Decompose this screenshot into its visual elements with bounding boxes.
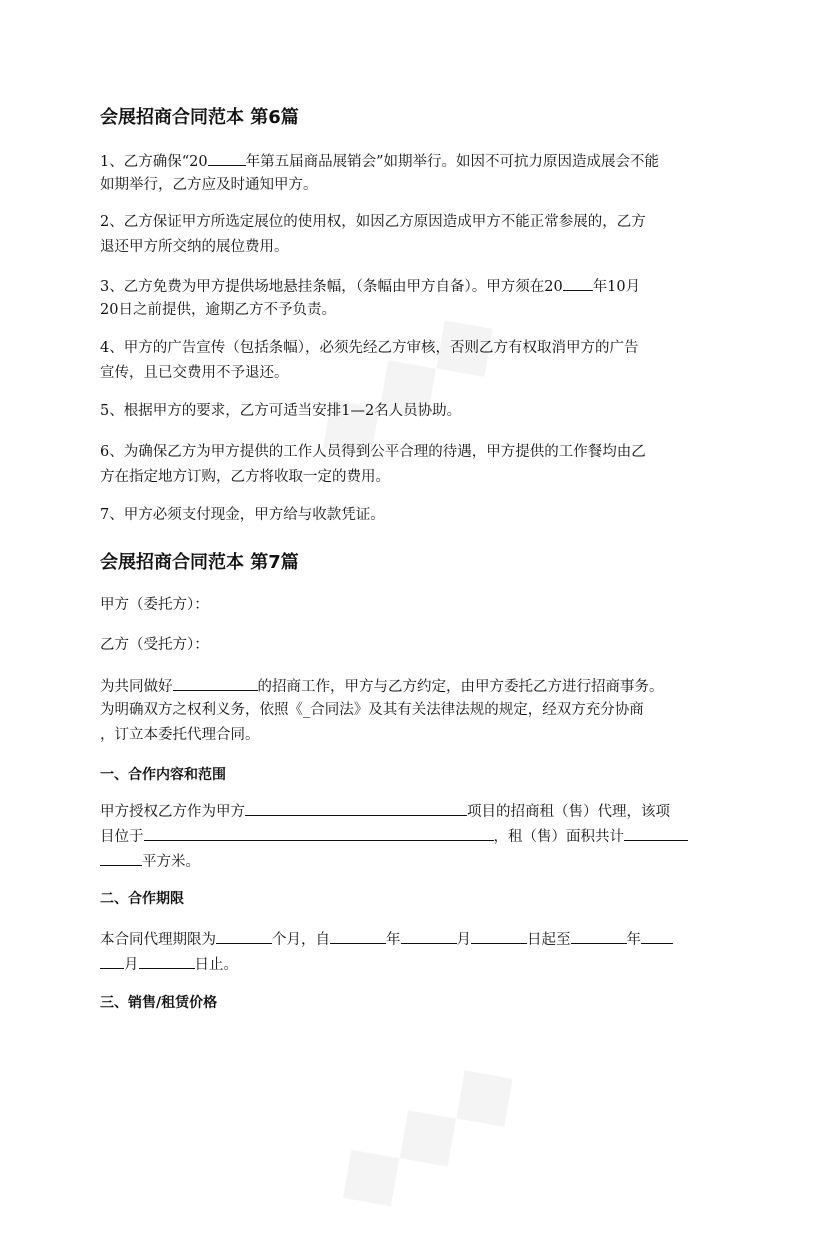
heading-part-7: 会展招商合同范本 第7篇 bbox=[100, 552, 299, 573]
intro-paragraph: 为共同做好 的招商工作，甲方与乙方约定，由甲方委托乙方进行招商事务。 为明确双方之权利义务，依照《_合同法》及其有关法律法规的规定，经双方充分协商 ，订立本委托代理合同。 bbox=[100, 673, 730, 748]
section-2-text: 本合同代理期限为 个月，自 年 月 日起至 年 月 日止。 bbox=[100, 926, 730, 976]
clause-6: 6、为确保乙方为甲方提供的工作人员得到公平合理的待遇，甲方提供的工作餐均由乙 方在指定地方订购，乙方将收取一定的费用。 bbox=[100, 444, 646, 485]
clause-3: 3、乙方免费为甲方提供场地悬挂条幅，（条幅由甲方自备）。甲方须在20 年10月 20日之前提供，逾期乙方不予负责。 bbox=[100, 273, 730, 323]
heading-part-6: 会展招商合同范本 第6篇 bbox=[100, 107, 299, 128]
party-a: 甲方（委托方）： bbox=[100, 597, 209, 613]
clause-2: 2、乙方保证甲方所选定展位的使用权，如因乙方原因造成甲方不能正常参展的，乙方 退还甲方所交纳的展位费用。 bbox=[100, 214, 646, 255]
watermark bbox=[309, 1030, 539, 1235]
clause-7: 7、甲方必须支付现金，甲方给与收款凭证。 bbox=[100, 507, 385, 523]
section-1-text: 甲方授权乙方作为甲方 项目的招商租（售）代理，该项 目位于 ，租（售）面积共计 平方米。 bbox=[100, 798, 730, 873]
clause-4: 4、甲方的广告宣传（包括条幅），必须先经乙方审核，否则乙方有权取消甲方的广告 宣传，且已交费用不予退还。 bbox=[100, 340, 639, 381]
clause-1: 1、乙方确保“20 年第五届商品展销会”如期举行。如因不可抗力原因造成展会不能 如期举行，乙方应及时通知甲方。 bbox=[100, 148, 730, 198]
clause-5: 5、根据甲方的要求，乙方可适当安排1—2名人员协助。 bbox=[100, 403, 462, 419]
section-3-heading: 三、销售/租赁价格 bbox=[100, 995, 218, 1011]
section-1-heading: 一、合作内容和范围 bbox=[100, 767, 226, 783]
party-b: 乙方（受托方）： bbox=[100, 637, 209, 653]
section-2-heading: 二、合作期限 bbox=[100, 891, 184, 907]
